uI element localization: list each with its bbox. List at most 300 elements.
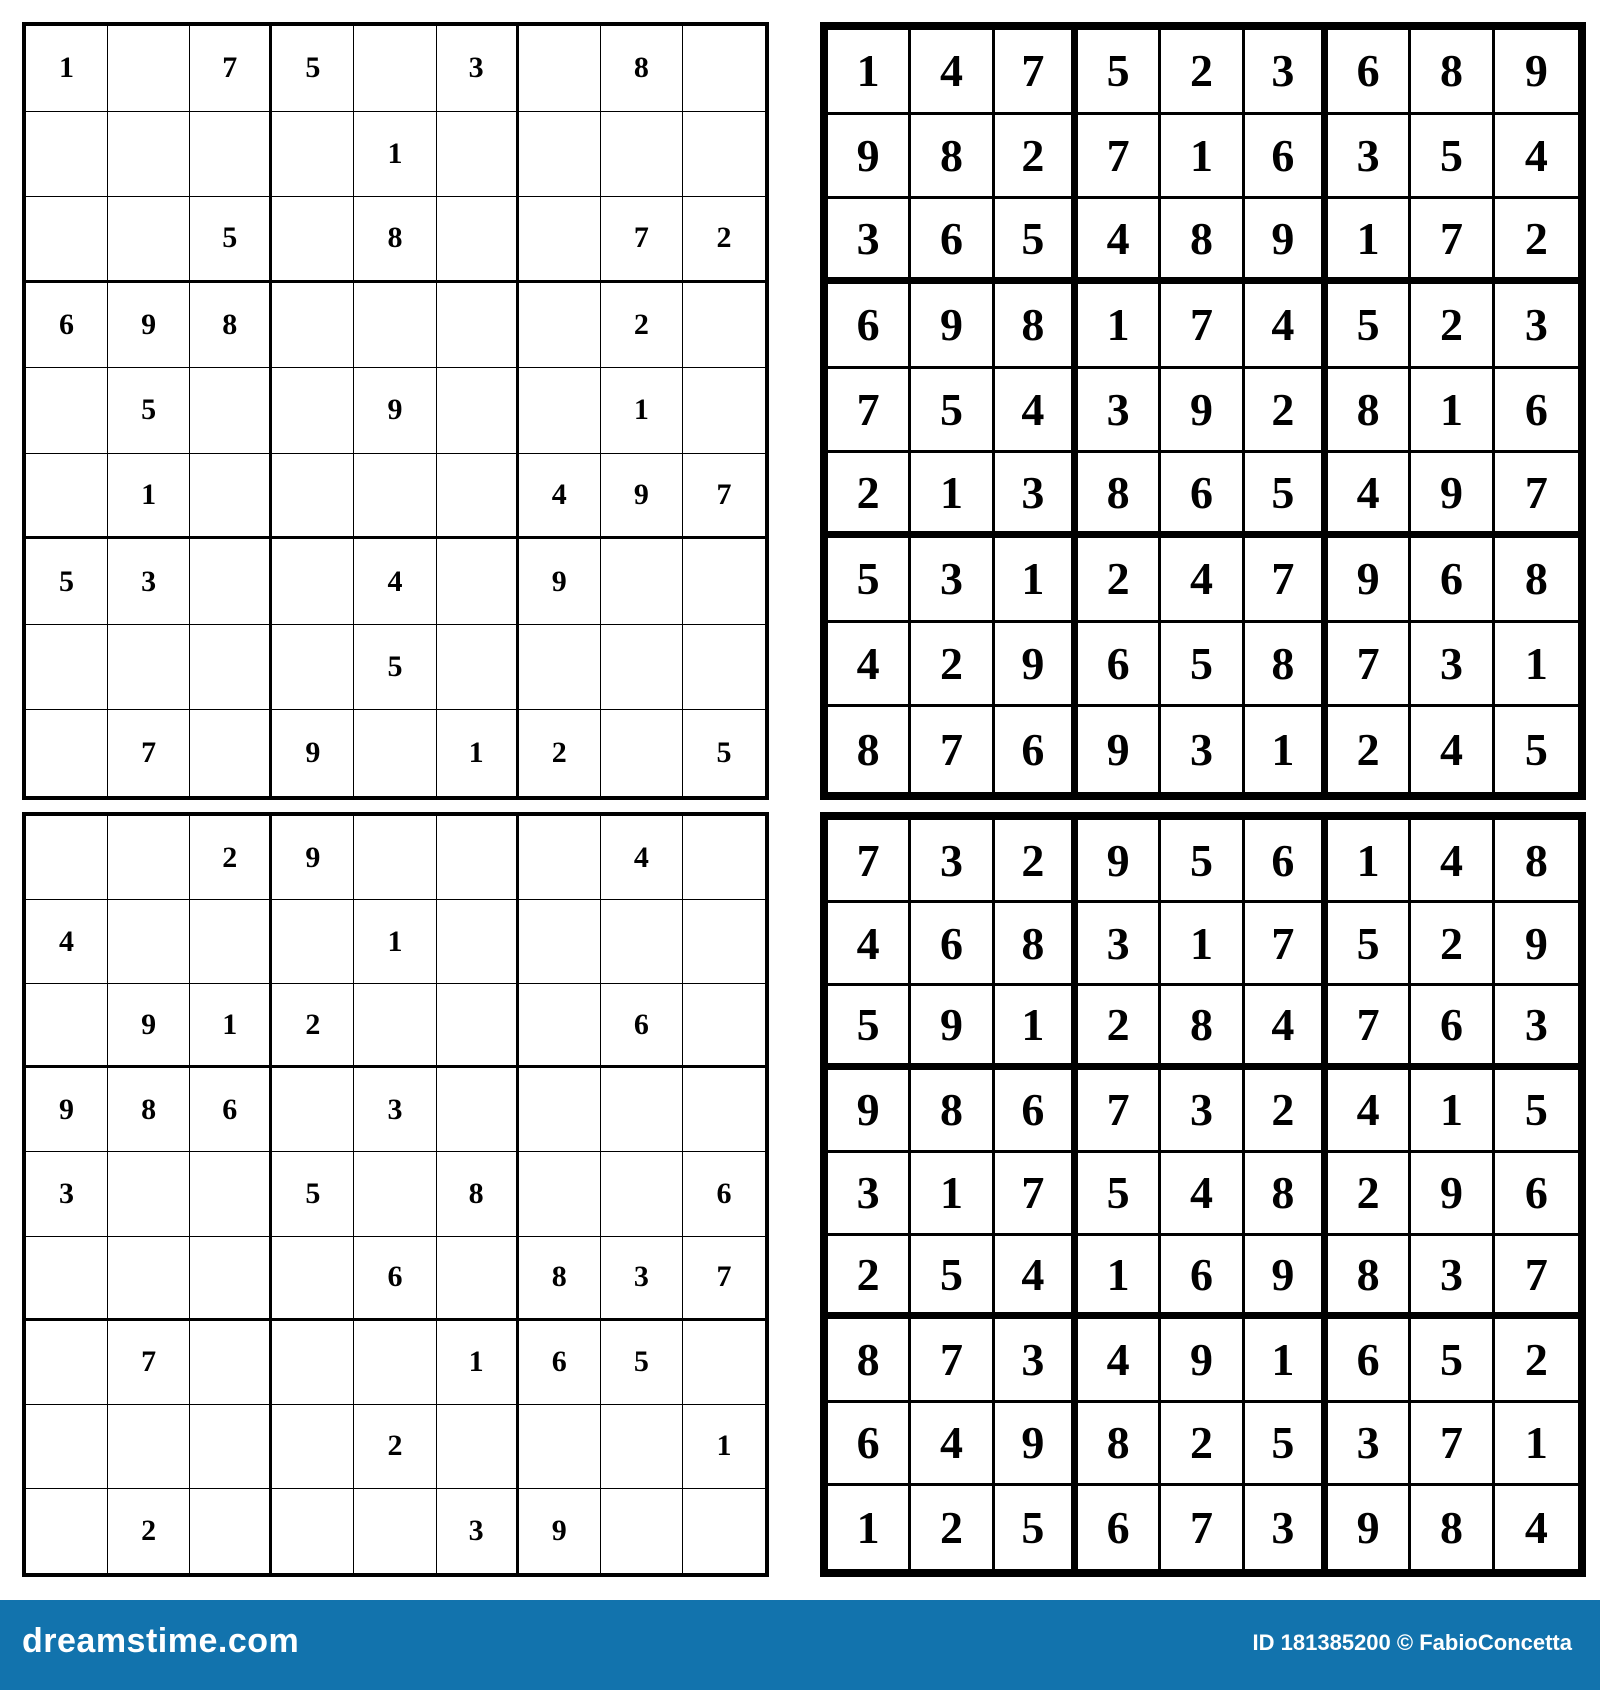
sudoku-cell — [601, 900, 683, 984]
sudoku-cell — [437, 368, 519, 454]
sudoku-cell: 2 — [519, 710, 601, 796]
sudoku-cell: 5 — [911, 369, 994, 454]
sudoku-cell: 4 — [1245, 284, 1328, 369]
sudoku-cell — [354, 454, 436, 540]
sudoku-cell: 9 — [1328, 538, 1411, 623]
sudoku-cell — [108, 112, 190, 198]
sudoku-cell: 8 — [1078, 453, 1161, 538]
sudoku-cell: 8 — [1495, 538, 1578, 623]
sudoku-cell — [272, 1489, 354, 1573]
sudoku-cell: 4 — [1328, 1070, 1411, 1153]
sudoku-cell — [354, 1152, 436, 1236]
sudoku-cell: 1 — [1245, 1319, 1328, 1402]
sudoku-cell: 3 — [601, 1237, 683, 1321]
sudoku-cell: 9 — [1245, 199, 1328, 284]
sudoku-cell: 6 — [1328, 30, 1411, 115]
sudoku-cell — [354, 984, 436, 1068]
sudoku-cell: 2 — [1411, 284, 1494, 369]
sudoku-cell: 9 — [272, 816, 354, 900]
sudoku-cell: 8 — [995, 284, 1078, 369]
sudoku-cell: 2 — [911, 623, 994, 708]
sudoku-cell: 3 — [911, 538, 994, 623]
sudoku-cell: 9 — [911, 986, 994, 1069]
sudoku-cell: 4 — [1524, 1501, 1548, 1553]
sudoku-cell: 7 — [1411, 199, 1494, 284]
sudoku-cell: 3 — [1161, 1070, 1244, 1153]
sudoku-cell — [683, 816, 765, 900]
sudoku-cell — [601, 710, 683, 796]
sudoku-cell: 1 — [683, 1405, 765, 1489]
sudoku-cell: 7 — [911, 1319, 994, 1402]
sudoku-cell: 5 — [1328, 284, 1411, 369]
sudoku-cell: 1 — [911, 1153, 994, 1236]
sudoku-cell: 4 — [519, 454, 601, 540]
sudoku-cell: 2 — [1078, 986, 1161, 1069]
sudoku-cell: 5 — [828, 538, 911, 623]
sudoku-cell: 2 — [190, 816, 272, 900]
sudoku-cell: 9 — [519, 539, 601, 625]
sudoku-cell: 2 — [272, 984, 354, 1068]
sudoku-cell — [272, 1321, 354, 1405]
sudoku-cell: 9 — [272, 710, 354, 796]
sudoku-cell — [683, 283, 765, 369]
sudoku-cell: 3 — [1411, 623, 1494, 708]
solution-board-2 — [820, 812, 1586, 1577]
sudoku-cell — [26, 112, 108, 198]
sudoku-cell — [601, 1405, 683, 1489]
sudoku-cell: 5 — [1078, 30, 1161, 115]
sudoku-cell — [26, 1321, 108, 1405]
sudoku-cell: 5 — [601, 1321, 683, 1405]
sudoku-cell — [683, 1321, 765, 1405]
sudoku-cell: 4 — [1495, 115, 1578, 200]
sudoku-cell — [272, 539, 354, 625]
sudoku-cell: 5 — [190, 197, 272, 283]
sudoku-cell: 6 — [1495, 1153, 1578, 1236]
sudoku-cell — [108, 900, 190, 984]
sudoku-cell: 2 — [995, 820, 1078, 903]
sudoku-cell: 2 — [683, 197, 765, 283]
sudoku-cell: 7 — [1328, 986, 1411, 1069]
sudoku-cell — [683, 539, 765, 625]
sudoku-cell: 3 — [1245, 30, 1328, 115]
sudoku-cell: 5 — [272, 26, 354, 112]
sudoku-cell: 5 — [828, 986, 911, 1069]
sudoku-cell — [683, 112, 765, 198]
sudoku-cell: 2 — [1495, 199, 1578, 284]
sudoku-cell: 3 — [1411, 1236, 1494, 1319]
sudoku-cell: 3 — [1328, 1403, 1411, 1486]
sudoku-cell: 7 — [1078, 115, 1161, 200]
sudoku-cell — [26, 1489, 108, 1573]
sudoku-cell: 6 — [1495, 369, 1578, 454]
sudoku-cell: 1 — [995, 986, 1078, 1069]
sudoku-cell: 8 — [828, 707, 911, 792]
sudoku-cell — [601, 1068, 683, 1152]
sudoku-cell: 4 — [26, 900, 108, 984]
puzzle-board-1 — [22, 22, 769, 800]
sudoku-cell — [683, 1068, 765, 1152]
sudoku-cell: 4 — [601, 816, 683, 900]
sudoku-cell: 3 — [354, 1068, 436, 1152]
sudoku-cell: 7 — [108, 1321, 190, 1405]
sudoku-cell: 7 — [683, 1237, 765, 1321]
sudoku-cell: 4 — [1161, 538, 1244, 623]
sudoku-cell — [437, 539, 519, 625]
sudoku-cell: 1 — [828, 30, 911, 115]
sudoku-cell: 8 — [1161, 986, 1244, 1069]
sudoku-cell — [26, 710, 108, 796]
sudoku-cell — [519, 625, 601, 711]
sudoku-cell: 5 — [716, 736, 732, 770]
sudoku-cell: 6 — [1245, 115, 1328, 200]
sudoku-cell: 5 — [995, 199, 1078, 284]
sudoku-cell: 4 — [1161, 1153, 1244, 1236]
sudoku-cell: 6 — [911, 903, 994, 986]
sudoku-cell — [601, 1489, 683, 1573]
sudoku-cell: 4 — [354, 539, 436, 625]
sudoku-cell: 2 — [1245, 369, 1328, 454]
sudoku-cell: 1 — [1078, 284, 1161, 369]
sudoku-cell: 8 — [1078, 1403, 1161, 1486]
sudoku-cell — [519, 1152, 601, 1236]
sudoku-cell: 9 — [1161, 369, 1244, 454]
sudoku-cell: 3 — [1328, 115, 1411, 200]
sudoku-cell: 5 — [26, 539, 108, 625]
sudoku-cell: 3 — [995, 453, 1078, 538]
sudoku-cell: 9 — [1411, 1153, 1494, 1236]
sudoku-cell — [26, 816, 108, 900]
brand-logo: dreamstime.com — [22, 1622, 300, 1660]
puzzle-board-2 — [22, 812, 769, 1577]
sudoku-cell: 3 — [911, 820, 994, 903]
sudoku-cell — [437, 112, 519, 198]
sudoku-cell: 4 — [1078, 1319, 1161, 1402]
sudoku-cell: 9 — [1078, 707, 1161, 792]
sudoku-cell: 5 — [1245, 453, 1328, 538]
sudoku-cell: 3 — [828, 1153, 911, 1236]
sudoku-cell: 5 — [1524, 724, 1548, 776]
sudoku-cell: 3 — [1078, 903, 1161, 986]
sudoku-cell: 9 — [1495, 903, 1578, 986]
sudoku-cell: 9 — [519, 1489, 601, 1573]
sudoku-cell: 3 — [828, 199, 911, 284]
sudoku-cell: 9 — [108, 984, 190, 1068]
sudoku-cell: 4 — [1411, 820, 1494, 903]
sudoku-cell — [354, 1321, 436, 1405]
sudoku-cell — [354, 1489, 436, 1573]
sudoku-cell — [519, 1068, 601, 1152]
sudoku-cell: 5 — [911, 1236, 994, 1319]
sudoku-cell: 2 — [108, 1489, 190, 1573]
sudoku-cell: 4 — [911, 1403, 994, 1486]
sudoku-cell: 3 — [1495, 986, 1578, 1069]
sudoku-cell: 5 — [1245, 1403, 1328, 1486]
sudoku-cell: 8 — [1328, 1236, 1411, 1319]
sudoku-cell — [108, 1405, 190, 1489]
sudoku-cell — [190, 710, 272, 796]
sudoku-cell: 6 — [995, 1070, 1078, 1153]
sudoku-cell: 5 — [1328, 903, 1411, 986]
sudoku-cell: 8 — [1411, 1486, 1494, 1569]
sudoku-cell: 3 — [437, 26, 519, 112]
sudoku-cell: 1 — [437, 710, 519, 796]
sudoku-cell: 5 — [1495, 1070, 1578, 1153]
sudoku-cell: 6 — [828, 284, 911, 369]
sudoku-cell: 3 — [108, 539, 190, 625]
sudoku-cell: 7 — [1161, 284, 1244, 369]
sudoku-cell: 6 — [1161, 1236, 1244, 1319]
sudoku-cell: 4 — [1411, 707, 1494, 792]
sudoku-cell — [272, 900, 354, 984]
sudoku-cell: 1 — [354, 900, 436, 984]
sudoku-cell: 8 — [190, 283, 272, 369]
sudoku-cell: 6 — [1411, 986, 1494, 1069]
sudoku-cell: 6 — [519, 1321, 601, 1405]
sudoku-cell — [108, 816, 190, 900]
sudoku-cell: 6 — [1245, 820, 1328, 903]
sudoku-cell — [26, 454, 108, 540]
sudoku-cell: 1 — [26, 26, 108, 112]
sudoku-cell: 1 — [108, 454, 190, 540]
sudoku-cell — [26, 197, 108, 283]
sudoku-cell: 4 — [828, 623, 911, 708]
sudoku-cell — [683, 26, 765, 112]
sudoku-cell: 9 — [26, 1068, 108, 1152]
sudoku-cell: 8 — [828, 1319, 911, 1402]
sudoku-cell: 7 — [190, 26, 272, 112]
sudoku-cell: 3 — [1078, 369, 1161, 454]
sudoku-cell — [272, 1237, 354, 1321]
sudoku-cell: 6 — [828, 1403, 911, 1486]
sudoku-cell — [437, 1405, 519, 1489]
sudoku-cell: 7 — [1078, 1070, 1161, 1153]
sudoku-cell — [601, 1152, 683, 1236]
sudoku-cell — [26, 368, 108, 454]
sudoku-cell — [108, 625, 190, 711]
sudoku-cell: 7 — [828, 369, 911, 454]
sudoku-cell — [437, 625, 519, 711]
sudoku-cell: 7 — [1245, 903, 1328, 986]
sudoku-cell: 9 — [911, 284, 994, 369]
sudoku-cell: 6 — [601, 984, 683, 1068]
sudoku-cell: 6 — [911, 199, 994, 284]
sudoku-cell: 7 — [828, 820, 911, 903]
sudoku-cell — [26, 1405, 108, 1489]
sudoku-cell: 6 — [1078, 623, 1161, 708]
sudoku-cell — [190, 539, 272, 625]
sudoku-cell: 9 — [1245, 1236, 1328, 1319]
sudoku-cell: 4 — [1245, 986, 1328, 1069]
sudoku-cell — [190, 112, 272, 198]
sudoku-cell: 1 — [601, 368, 683, 454]
sudoku-cell: 3 — [1245, 1486, 1328, 1569]
sudoku-cell: 8 — [911, 115, 994, 200]
sudoku-cell — [190, 625, 272, 711]
sudoku-cell: 3 — [995, 1319, 1078, 1402]
sudoku-cell — [601, 539, 683, 625]
sudoku-cell: 9 — [108, 283, 190, 369]
sudoku-cell: 1 — [1495, 623, 1578, 708]
sudoku-cell — [437, 984, 519, 1068]
sudoku-cell — [354, 283, 436, 369]
sudoku-cell: 1 — [190, 984, 272, 1068]
sudoku-cell — [354, 710, 436, 796]
sudoku-cell: 5 — [108, 368, 190, 454]
sudoku-cell — [272, 368, 354, 454]
sudoku-cell: 9 — [1328, 1486, 1411, 1569]
sudoku-cell: 4 — [995, 1236, 1078, 1319]
sudoku-cell: 6 — [26, 283, 108, 369]
sudoku-cell: 2 — [354, 1405, 436, 1489]
sudoku-cell: 7 — [1328, 623, 1411, 708]
sudoku-cell: 5 — [1161, 820, 1244, 903]
sudoku-cell: 1 — [1411, 1070, 1494, 1153]
sudoku-cell — [683, 984, 765, 1068]
sudoku-cell: 4 — [911, 30, 994, 115]
sudoku-cell — [190, 454, 272, 540]
sudoku-cell — [519, 816, 601, 900]
sudoku-cell: 8 — [601, 26, 683, 112]
sudoku-cell: 4 — [1078, 199, 1161, 284]
sudoku-cell: 5 — [1411, 115, 1494, 200]
sudoku-cell: 6 — [1161, 453, 1244, 538]
sudoku-cell: 7 — [1245, 538, 1328, 623]
sudoku-cell — [519, 197, 601, 283]
sudoku-cell — [26, 625, 108, 711]
sudoku-cell: 2 — [995, 115, 1078, 200]
sudoku-cell: 4 — [995, 369, 1078, 454]
sudoku-cell — [437, 197, 519, 283]
sudoku-cell — [519, 900, 601, 984]
sudoku-cell: 2 — [601, 283, 683, 369]
sudoku-cell: 1 — [1328, 199, 1411, 284]
sudoku-cell — [190, 1237, 272, 1321]
sudoku-cell — [519, 984, 601, 1068]
sudoku-cell — [519, 26, 601, 112]
image-credit: ID 181385200 © FabioConcetta — [1252, 1630, 1572, 1655]
sudoku-cell: 5 — [1078, 1153, 1161, 1236]
sudoku-cell: 3 — [1161, 707, 1244, 792]
sudoku-cell — [519, 1405, 601, 1489]
sudoku-cell: 6 — [1078, 1486, 1161, 1569]
sudoku-cell — [272, 1405, 354, 1489]
sudoku-cell — [190, 900, 272, 984]
sudoku-cell: 2 — [1328, 707, 1411, 792]
sudoku-cell: 2 — [1328, 1153, 1411, 1236]
sudoku-cell: 7 — [1161, 1486, 1244, 1569]
solution-board-1 — [820, 22, 1586, 800]
sudoku-cell — [190, 1321, 272, 1405]
sudoku-cell: 2 — [1245, 1070, 1328, 1153]
sudoku-cell: 1 — [911, 453, 994, 538]
sudoku-cell: 7 — [1495, 453, 1578, 538]
sudoku-cell — [683, 368, 765, 454]
sudoku-cell: 1 — [828, 1486, 911, 1569]
sudoku-cell — [26, 984, 108, 1068]
sudoku-cell: 9 — [828, 115, 911, 200]
sudoku-cell — [519, 368, 601, 454]
sudoku-cell: 7 — [108, 710, 190, 796]
sudoku-cell — [190, 1152, 272, 1236]
sudoku-cell — [108, 1237, 190, 1321]
sudoku-cell — [683, 625, 765, 711]
sudoku-cell: 2 — [1495, 1319, 1578, 1402]
sudoku-cell: 1 — [1328, 820, 1411, 903]
sudoku-cell: 2 — [828, 1236, 911, 1319]
sudoku-cell — [108, 26, 190, 112]
sudoku-cell — [683, 900, 765, 984]
sudoku-cell: 2 — [1411, 903, 1494, 986]
sudoku-cell: 6 — [683, 1152, 765, 1236]
sudoku-cell: 9 — [995, 1403, 1078, 1486]
sudoku-cell — [354, 816, 436, 900]
sudoku-cell: 8 — [354, 197, 436, 283]
sudoku-cell: 8 — [995, 903, 1078, 986]
sudoku-cell — [108, 1152, 190, 1236]
sudoku-cell — [26, 1237, 108, 1321]
sudoku-cell: 9 — [1411, 453, 1494, 538]
footer-bar — [0, 1600, 1600, 1690]
sudoku-cell: 8 — [911, 1070, 994, 1153]
sudoku-cell: 7 — [995, 30, 1078, 115]
sudoku-cell: 9 — [601, 454, 683, 540]
sudoku-cell: 5 — [995, 1486, 1078, 1569]
sudoku-cell — [601, 112, 683, 198]
sudoku-cell — [601, 625, 683, 711]
sudoku-cell: 5 — [354, 625, 436, 711]
sudoku-cell: 5 — [1161, 623, 1244, 708]
sudoku-cell: 9 — [1078, 820, 1161, 903]
sudoku-cell: 7 — [601, 197, 683, 283]
sudoku-cell — [437, 900, 519, 984]
sudoku-cell — [437, 283, 519, 369]
sudoku-cell: 8 — [1495, 820, 1578, 903]
sudoku-cell: 1 — [1495, 1403, 1578, 1486]
sudoku-cell: 7 — [683, 454, 765, 540]
sudoku-cell — [437, 454, 519, 540]
sudoku-cell: 1 — [1411, 369, 1494, 454]
sudoku-cell: 2 — [1078, 538, 1161, 623]
sudoku-cell: 1 — [1245, 707, 1328, 792]
sudoku-cell: 8 — [1411, 30, 1494, 115]
sudoku-cell — [272, 112, 354, 198]
sudoku-cell: 3 — [1495, 284, 1578, 369]
sudoku-cell: 7 — [1411, 1403, 1494, 1486]
sudoku-cell: 8 — [519, 1237, 601, 1321]
sudoku-cell: 1 — [354, 112, 436, 198]
sudoku-cell — [190, 368, 272, 454]
sudoku-cell — [354, 26, 436, 112]
sudoku-cell — [190, 1489, 272, 1573]
sudoku-cell — [272, 283, 354, 369]
sudoku-cell — [272, 625, 354, 711]
sudoku-cell: 2 — [911, 1486, 994, 1569]
sudoku-cell — [519, 283, 601, 369]
sudoku-cell: 1 — [995, 538, 1078, 623]
sudoku-cell: 6 — [1328, 1319, 1411, 1402]
sudoku-cell: 9 — [354, 368, 436, 454]
sudoku-cell — [437, 1068, 519, 1152]
sudoku-cell: 2 — [828, 453, 911, 538]
sudoku-cell — [437, 1237, 519, 1321]
sudoku-cell: 3 — [26, 1152, 108, 1236]
sudoku-cell: 4 — [1328, 453, 1411, 538]
sudoku-cell: 2 — [1161, 30, 1244, 115]
sudoku-cell: 2 — [1161, 1403, 1244, 1486]
sudoku-cell: 1 — [1078, 1236, 1161, 1319]
sudoku-cell: 7 — [995, 1153, 1078, 1236]
